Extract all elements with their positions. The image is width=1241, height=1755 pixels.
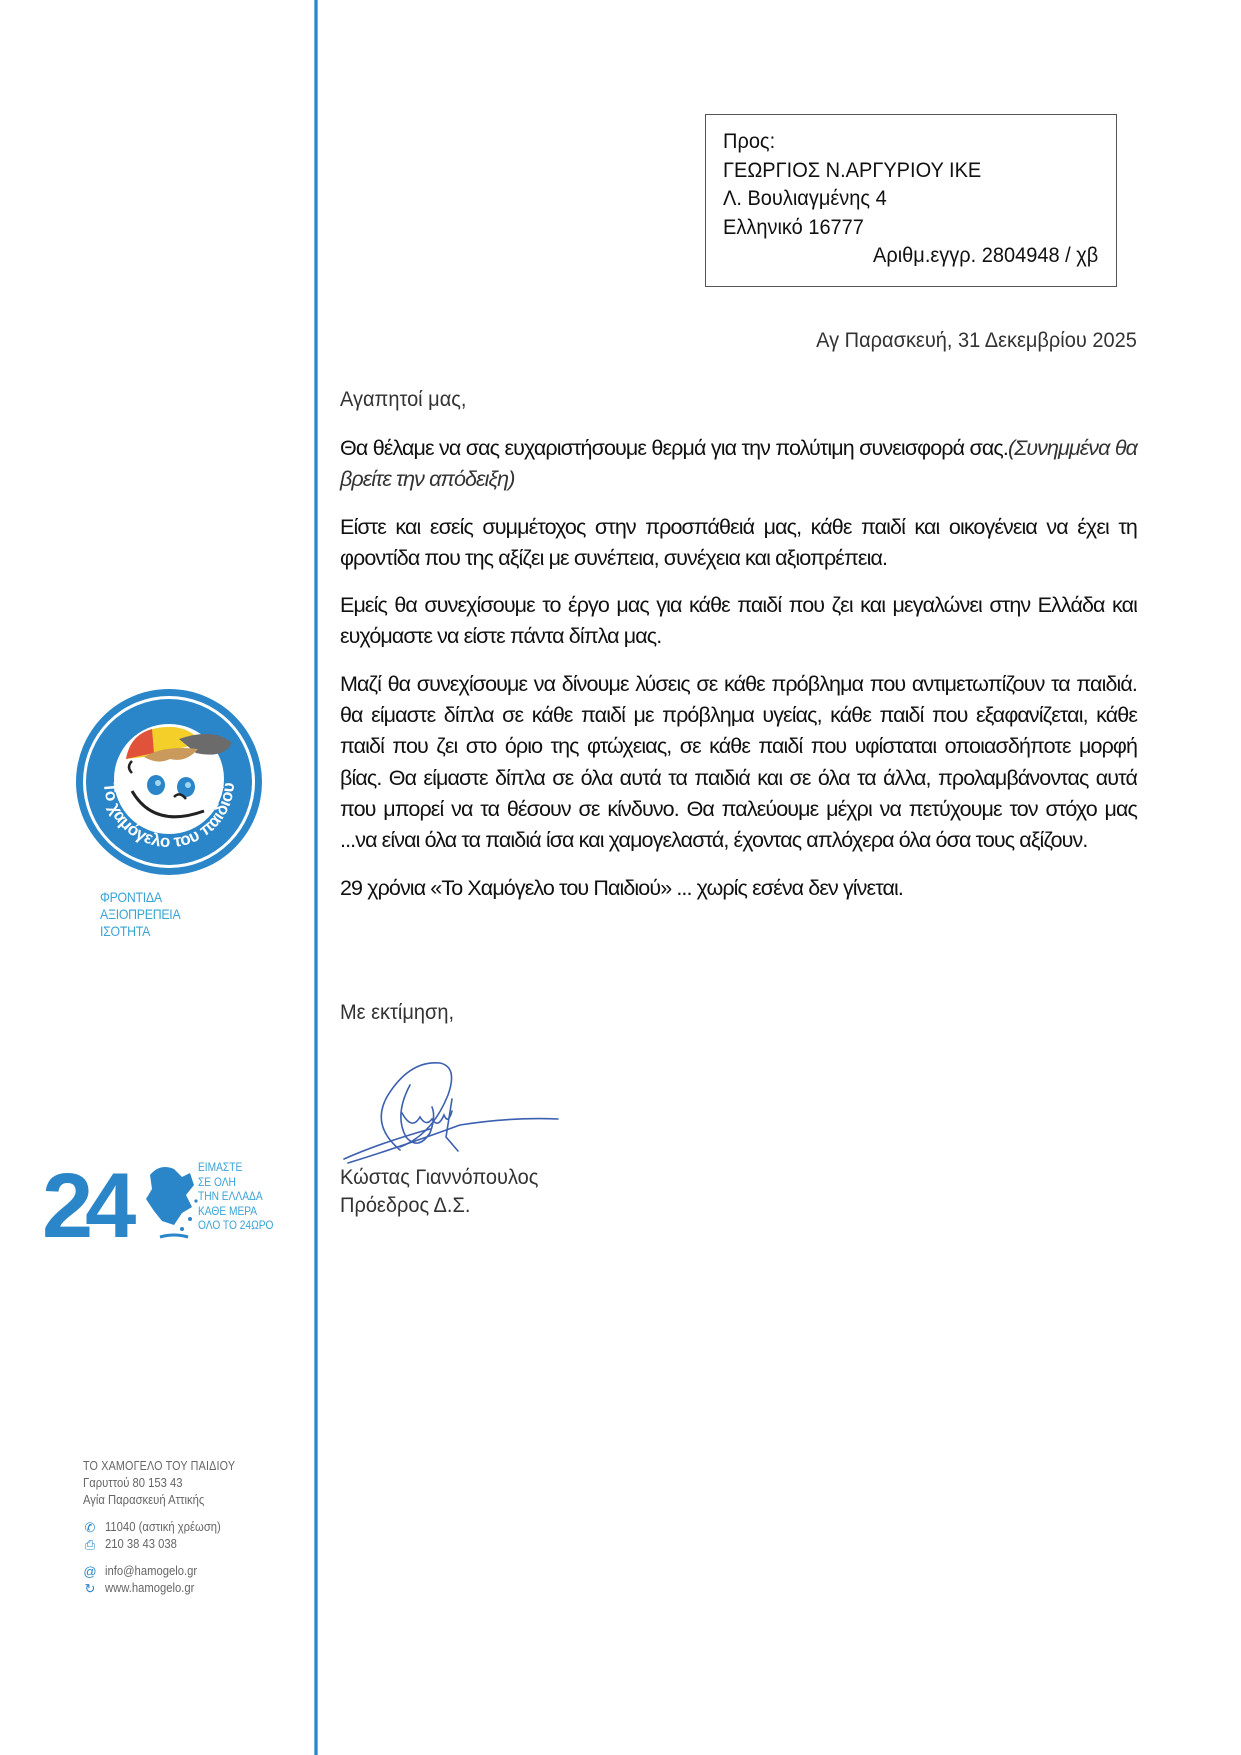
signer-title: Πρόεδρος Δ.Σ.	[340, 1193, 471, 1217]
logo24-text-line: ΟΛΟ ΤΟ 24ΩΡΟ	[198, 1218, 274, 1232]
salutation: Αγαπητοί μας,	[340, 387, 467, 411]
logo24-text-line: ΕΙΜΑΣΤΕ	[198, 1160, 243, 1174]
contact-website[interactable]: www.hamogelo.gr	[105, 1581, 195, 1595]
at-icon: @	[83, 1563, 97, 1579]
recipient-box	[705, 114, 1117, 287]
attachment-note: (Συνημμένα θα βρείτε την απόδειξη)	[340, 436, 1137, 492]
contact-org: ΤΟ ΧΑΜΟΓΕΛΟ ΤΟΥ ΠΑΙΔΙΟΥ	[83, 1459, 236, 1473]
recipient-street: Λ. Βουλιαγμένης 4	[723, 186, 887, 210]
logo24-text	[198, 1160, 273, 1233]
smile-of-the-child-logo	[74, 687, 264, 877]
closing: Με εκτίμηση,	[340, 1000, 455, 1024]
contact-phone[interactable]: 11040 (αστική χρέωση)	[105, 1520, 221, 1534]
contact-email[interactable]: info@hamogelo.gr	[105, 1564, 198, 1578]
fax-icon: ⎙	[84, 1536, 96, 1552]
contact-block	[83, 1458, 260, 1597]
logo24-text-line: ΤΗΝ ΕΛΛΑΔΑ	[198, 1189, 263, 1203]
recipient-name: ΓΕΩΡΓΙΟΣ Ν.ΑΡΓΥΡΙΟΥ ΙΚΕ	[723, 157, 982, 182]
greece-map-icon	[146, 1167, 194, 1225]
contact-fax[interactable]: 210 38 43 038	[105, 1537, 177, 1551]
signature-image	[340, 1055, 560, 1165]
signer-name: Κώστας Γιαννόπουλος	[340, 1165, 539, 1189]
phone-icon: ✆	[84, 1519, 96, 1535]
signer-block	[340, 1163, 538, 1219]
recipient-label: Προς:	[723, 129, 776, 153]
paragraph-together: Μαζί θα συνεχίσουμε να δίνουμε λύσεις σε κάθε πρόβλημα που αντιμετωπίζουν τα παιδιά. θα είμαστε δίπλα σε κάθε παιδί με πρόβλημα υγείας, κάθε παιδί που εξαφανίζεται, κάθε παιδί που ζει στο όριο της φτώχειας, σε κάθε παιδί που υφίσταται οποιασδήποτε μορφή βίας. Θα είμαστε δίπλα σε όλα αυτά τα παιδιά και σε όλα τα άλλα, προλαμβάνοντας αυτά που μπορεί να τα θέσουν σε κίνδυνο. Θα παλεύουμε μέχρι να πετύχουμε τον στόχο μας ...να είναι όλα τα παιδιά ίσα και χαμογελαστά, έχοντας απλόχερα όλα όσα τους αξίζουν.	[340, 671, 1137, 853]
letter-date: Αγ Παρασκευή, 31 Δεκεμβρίου 2025	[816, 328, 1137, 352]
tagline-line: ΑΞΙΟΠΡΕΠΕΙΑ	[100, 906, 181, 922]
paragraph-thanks-main: Θα θέλαμε να σας ευχαριστήσουμε θερμά για την πολύτιμη συνεισφορά σας.	[340, 436, 1008, 460]
tagline-line: ΦΡΟΝΤΙΔΑ	[100, 889, 162, 905]
paragraph-participation: Είστε και εσείς συμμέτοχος στην προσπάθειά μας, κάθε παιδί και οικογένεια να έχει τη φροντίδα που της αξίζει με συνέπεια, συνέχεια και αξιοπρέπεια.	[340, 514, 1137, 570]
paragraph-thanks	[340, 433, 1137, 496]
recipient-city: Ελληνικό 16777	[723, 214, 864, 239]
paragraph-anniversary: 29 χρόνια «Το Χαμόγελο του Παιδιού» ... χωρίς εσένα δεν γίνεται.	[340, 875, 903, 900]
logo-arc-text: Το χαμόγελο του παιδιού	[99, 781, 239, 852]
logo24-text-line: ΣΕ ΟΛΗ	[198, 1174, 236, 1189]
vertical-divider-line	[314, 0, 318, 1755]
tagline-line: ΙΣΟΤΗΤΑ	[100, 923, 151, 939]
web-swirl-icon: ↻	[84, 1580, 96, 1596]
contact-address-2: Αγία Παρασκευή Αττικής	[83, 1493, 205, 1507]
logo-tagline	[100, 889, 180, 940]
contact-address-1: Γαρυττού 80 153 43	[83, 1476, 183, 1490]
paragraph-continue: Εμείς θα συνεχίσουμε το έργο μας για κάθε παιδί που ζει και μεγαλώνει στην Ελλάδα και ευχόμαστε να είστε πάντα δίπλα μας.	[340, 593, 1137, 649]
logo24-text-line: ΚΑΘΕ ΜΕΡΑ	[198, 1203, 258, 1218]
recipient-registration: Αριθμ.εγγρ. 2804948 / χβ	[873, 243, 1099, 267]
letter-body	[340, 384, 1137, 920]
logo24-number: 24	[42, 1155, 129, 1245]
